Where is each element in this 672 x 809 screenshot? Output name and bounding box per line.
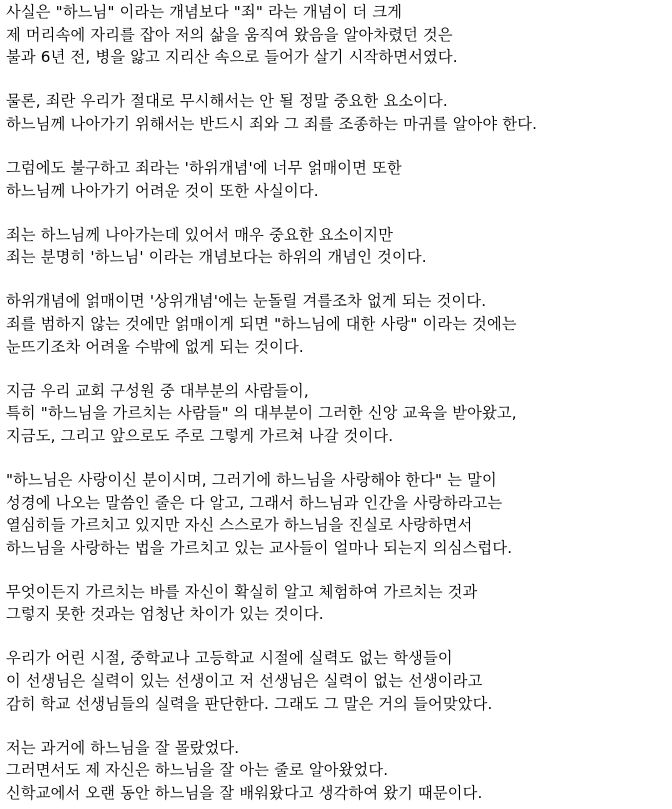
- text-line: 감히 학교 선생님들의 실력을 판단한다. 그래도 그 말은 거의 들어맞았다.: [6, 694, 493, 713]
- paragraph-10: [6, 737, 672, 805]
- text-line: 죄를 범하지 않는 것에만 얽매이게 되면 "하느님에 대한 사랑" 이라는 것에는: [6, 314, 517, 333]
- text-line: 열심히들 가르치고 있지만 자신 스스로가 하느님을 진실로 사랑하면서: [6, 516, 473, 535]
- text-line: 저는 과거에 하느님을 잘 몰랐었다.: [6, 738, 240, 757]
- text-line: 그럼에도 불구하고 죄라는 '하위개념'에 너무 얽매이면 또한: [6, 158, 402, 177]
- text-line: 하느님께 나아가기 어려운 것이 또한 사실이다.: [6, 181, 319, 200]
- text-line: 그러면서도 제 자신은 하느님을 잘 아는 줄로 알아왔었다.: [6, 761, 389, 780]
- text-line: 사실은 "하느님" 이라는 개념보다 "죄" 라는 개념이 더 크게: [6, 3, 403, 21]
- paragraph-1: [6, 1, 672, 69]
- text-line: 지금도, 그리고 앞으로도 주로 그렇게 가르쳐 나갈 것이다.: [6, 426, 394, 445]
- text-line: 죄는 하느님께 나아가는데 있어서 매우 중요한 요소이지만: [6, 225, 394, 244]
- text-line: 무엇이든지 가르치는 바를 자신이 확실히 알고 체험하여 가르치는 것과: [6, 582, 478, 601]
- paragraph-5: [6, 290, 672, 358]
- paragraph-8: [6, 581, 672, 626]
- text-line: 제 머리속에 자리를 잡아 저의 삶을 움직여 왔음을 알아차렸던 것은: [6, 25, 453, 44]
- text-line: 물론, 죄란 우리가 절대로 무시해서는 안 될 정말 중요한 요소이다.: [6, 92, 448, 111]
- text-line: 성경에 나오는 말씀인 줄은 다 알고, 그래서 하느님과 인간을 사랑하라고는: [6, 493, 503, 512]
- text-line: 신학교에서 오랜 동안 하느님을 잘 배워왔다고 생각하여 왔기 때문이다.: [6, 783, 483, 802]
- text-line: 죄는 분명히 '하느님' 이라는 개념보다는 하위의 개념인 것이다.: [6, 248, 427, 267]
- text-line: 불과 6년 전, 병을 앓고 지리산 속으로 들어가 살기 시작하면서였다.: [6, 48, 458, 67]
- text-line: 이 선생님은 실력이 있는 선생이고 저 선생님은 실력이 없는 선생이라고: [6, 672, 483, 691]
- text-line: 하느님께 나아가기 위해서는 반드시 죄와 그 죄를 조종하는 마귀를 알아야 한다.: [6, 114, 538, 133]
- text-line: 지금 우리 교회 구성원 중 대부분의 사람들이,: [6, 381, 309, 400]
- text-line: 특히 "하느님을 가르치는 사람들" 의 대부분이 그러한 신앙 교육을 받아왔고,: [6, 404, 517, 423]
- paragraph-3: [6, 157, 672, 202]
- paragraph-6: [6, 380, 672, 448]
- paragraph-4: [6, 224, 672, 269]
- text-line: 눈뜨기조차 어려울 수밖에 없게 되는 것이다.: [6, 337, 304, 356]
- text-line: "하느님은 사랑이신 분이시며, 그러기에 하느님을 사랑해야 한다" 는 말이: [6, 470, 497, 489]
- paragraph-7: [6, 469, 672, 559]
- paragraph-2: [6, 90, 672, 135]
- text-line: 하위개념에 얽매이면 '상위개념'에는 눈돌릴 겨를조차 없게 되는 것이다.: [6, 292, 487, 311]
- paragraph-9: [6, 647, 672, 715]
- text-line: 하느님을 사랑하는 법을 가르치고 있는 교사들이 얼마나 되는지 의심스럽다.: [6, 538, 513, 557]
- text-line: 우리가 어린 시절, 중학교나 고등학교 시절에 실력도 없는 학생들이: [6, 649, 453, 668]
- text-line: 그렇지 못한 것과는 엄청난 차이가 있는 것이다.: [6, 605, 324, 624]
